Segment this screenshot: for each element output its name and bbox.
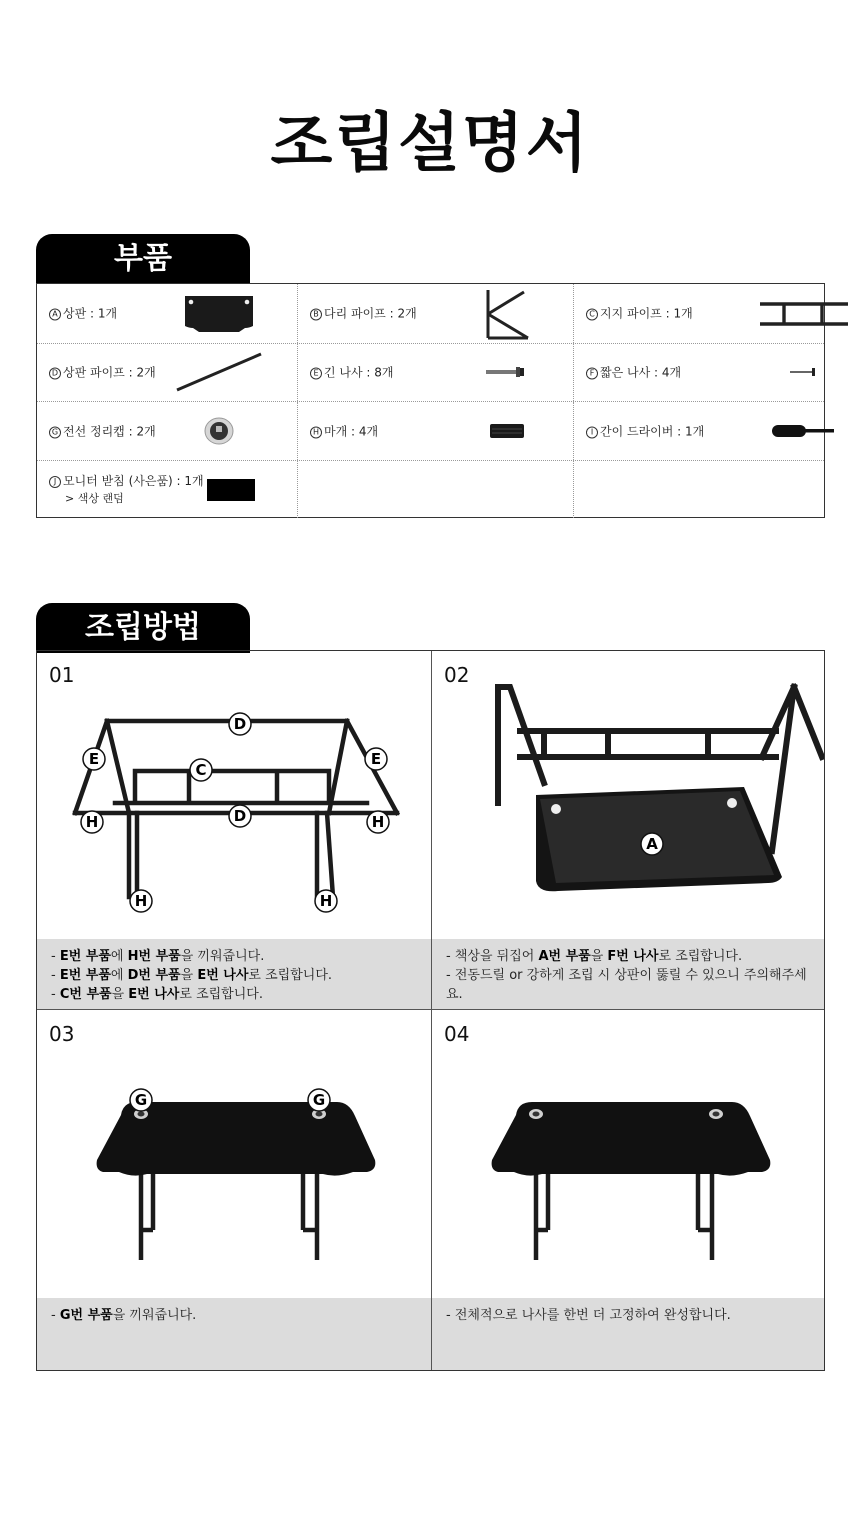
letter-badge: D [49,368,61,380]
short-screw-image [788,366,820,378]
marker-h-left [81,811,103,833]
part-cell-e [298,344,574,402]
assembly-section-tab: 조립방법 [36,603,250,653]
part-label: 다리 파이프 : 2개 [324,306,417,321]
marker-h-bottom-right [315,890,337,912]
marker-label: H [134,892,148,910]
part-cell-f [574,344,824,402]
marker-label: H [85,813,99,831]
description-line: - E번 부품에 H번 부품을 끼워줍니다. [51,949,265,964]
marker-a [641,833,663,855]
part-label: 간이 드라이버 : 1개 [600,424,705,439]
marker-label: D [233,715,247,733]
leg-pipe-image [482,288,534,340]
step-number: 04 [444,1022,470,1046]
parts-table [36,283,825,518]
step-description [37,939,431,1009]
part-label: 모니터 받침 (사은품) : 1개 [63,474,204,489]
letter-badge: F [586,368,598,380]
marker-h-bottom-left [130,890,152,912]
assembly-step-02 [432,651,824,1010]
marker-label: G [312,1091,326,1109]
description-line: - 책상을 뒤집어 A번 부품을 F번 나사로 조립합니다. [446,949,743,964]
marker-label: E [370,750,382,768]
part-label: 상판 : 1개 [63,306,118,321]
marker-label: D [233,807,247,825]
part-cell-d [37,344,298,402]
marker-label: G [134,1091,148,1109]
page-title: 조립설명서 [270,107,590,181]
part-label: 상판 파이프 : 2개 [63,365,156,380]
assembly-grid [36,650,825,1371]
part-cell-i [574,402,824,460]
description-line: - C번 부품을 E번 나사로 조립합니다. [51,987,263,1002]
part-cell-empty [298,461,574,519]
marker-e-right [365,748,387,770]
marker-h-right [367,811,389,833]
part-cell-h [298,402,574,460]
letter-badge: A [49,309,61,321]
part-label: 마개 : 4개 [324,424,379,439]
part-cell-g [37,402,298,460]
step-number: 03 [49,1022,75,1046]
part-label: 전선 정리캡 : 2개 [63,424,156,439]
end-cap-image [488,420,526,442]
step-description [432,1298,824,1370]
part-sub-label: > 색상 랜덤 [65,492,124,506]
marker-label: E [88,750,100,768]
parts-row [37,460,824,519]
marker-label: A [646,835,658,853]
monitor-stand-image [207,479,255,501]
marker-c [190,759,212,781]
part-cell-j [37,461,298,519]
step-number: 02 [444,663,470,687]
letter-badge: B [310,309,322,321]
desktop-top-image [183,294,255,334]
letter-badge: I [586,426,598,438]
long-screw-image [484,364,528,380]
assembly-step-03 [37,1010,432,1370]
marker-e-left [83,748,105,770]
marker-label: C [195,761,207,779]
desk-with-caps-illustration [37,1030,432,1280]
part-cell-a [37,284,298,343]
part-cell-empty [574,461,824,519]
cable-cap-image [203,416,235,446]
letter-badge: C [586,309,598,321]
letter-badge: G [49,426,61,438]
support-pipe-image [758,300,850,328]
description-line: - G번 부품을 끼워줍니다. [51,1308,197,1323]
parts-row [37,401,824,460]
letter-badge: E [310,368,322,380]
marker-label: H [371,813,385,831]
description-line: - 전동드릴 or 강하게 조립 시 상판이 뚫릴 수 있으니 주의해주세요. [446,968,807,1002]
part-label: 짧은 나사 : 4개 [600,365,682,380]
step-description [37,1298,431,1370]
part-cell-c [574,284,824,343]
part-label: 지지 파이프 : 1개 [600,306,693,321]
step-description [432,939,824,1009]
letter-badge: J [49,476,61,488]
assembly-step-01 [37,651,432,1010]
description-line: - 전체적으로 나사를 한번 더 고정하여 완성합니다. [446,1308,731,1323]
description-line: - E번 부품에 D번 부품을 E번 나사로 조립합니다. [51,968,333,983]
marker-d-top [229,713,251,735]
top-pipe-image [173,350,265,394]
assembly-step-04 [432,1010,824,1370]
step-number: 01 [49,663,75,687]
frame-assembly-illustration [37,671,432,921]
finished-desk-illustration [432,1030,824,1280]
parts-section-tab: 부품 [36,234,250,284]
marker-g-left [130,1089,152,1111]
flipped-desk-illustration [432,671,824,921]
marker-g-right [308,1089,330,1111]
part-cell-b [298,284,574,343]
marker-label: H [319,892,333,910]
part-label: 긴 나사 : 8개 [324,365,394,380]
parts-row [37,284,824,343]
marker-d-bottom [229,805,251,827]
screwdriver-image [770,422,836,440]
parts-row [37,343,824,402]
letter-badge: H [310,426,322,438]
